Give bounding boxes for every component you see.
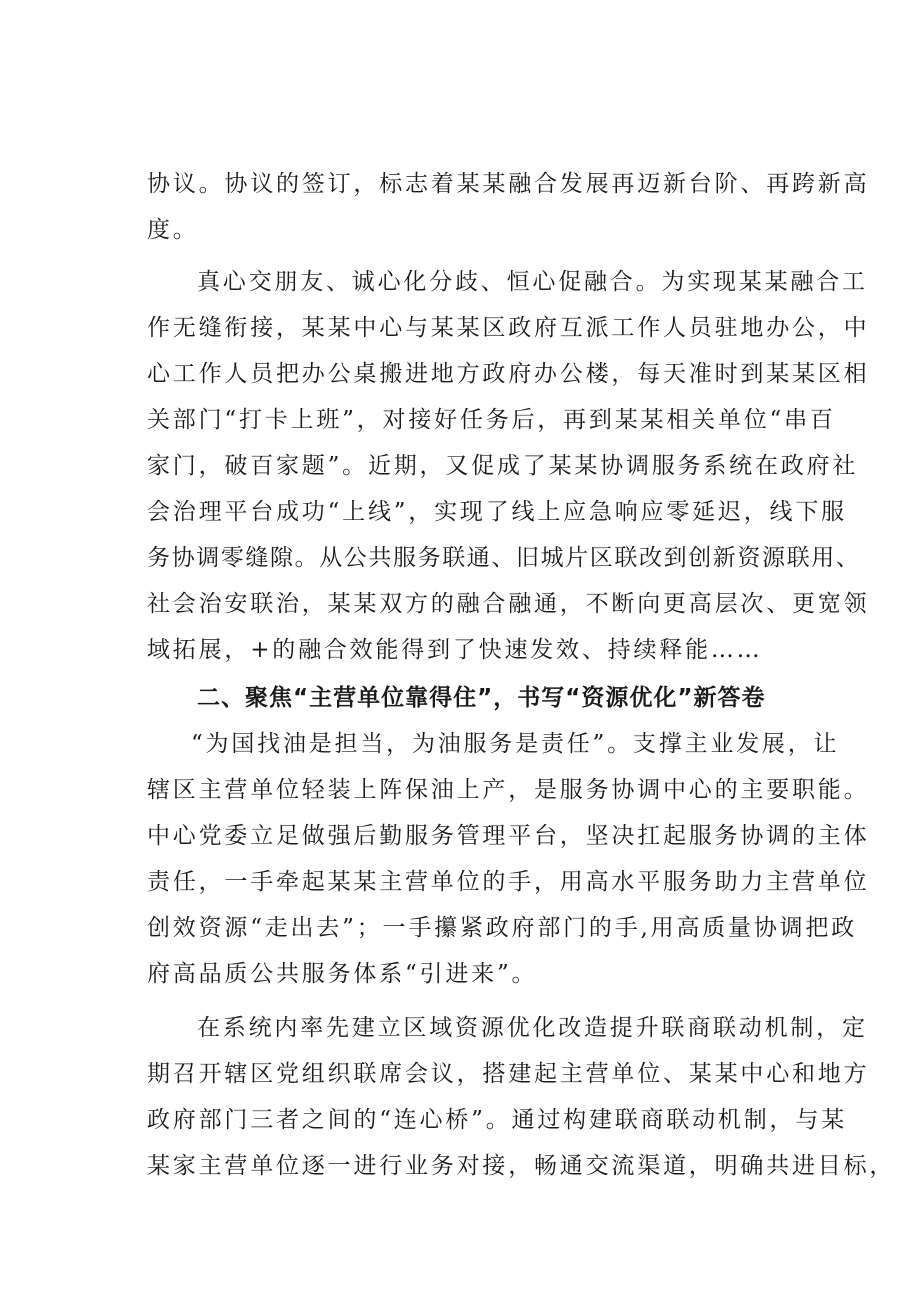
- document-body: [147, 161, 896, 1189]
- paragraph-line: 会治理平台成功“上线”，实现了线上应急响应零延迟，线下服: [147, 499, 847, 525]
- paragraph-line: 府高品质公共服务体系“引进来”。: [147, 961, 538, 987]
- paragraph-line: “为国找油是担当，为油服务是责任”。支撑主业发展，让: [191, 731, 840, 757]
- paragraph-line: 家门，破百家题”。近期，又促成了某某协调服务系统在政府社: [147, 453, 859, 479]
- paragraph-line: 辖区主营单位轻装上阵保油上产，是服务协调中心的主要职能。: [147, 777, 870, 803]
- paragraph-line: 关部门“打卡上班”，对接好任务后，再到某某相关单位“串百: [147, 407, 836, 433]
- paragraph-line: 作无缝衔接，某某中心与某某区政府互派工作人员驻地办公，中: [147, 315, 870, 341]
- paragraph: [147, 259, 870, 673]
- paragraph-line: 务协调零缝隙。从公共服务联通、旧城片区联改到创新资源联用、: [147, 545, 861, 571]
- section-heading: 二、聚焦“主营单位靠得住”，书写“资源优化”新答卷: [197, 685, 766, 711]
- paragraph-line: 期召开辖区党组织联席会议，搭建起主营单位、某某中心和地方: [147, 1061, 870, 1087]
- paragraph-line: 创效资源“走出去”；一手攥紧政府部门的手,用高质量协调把政: [147, 915, 858, 941]
- paragraph-line: 政府部门三者之间的“连心桥”。通过构建联商联动机制，与某: [147, 1107, 847, 1133]
- paragraph-line: 社会治安联治，某某双方的融合融通，不断向更高层次、更宽领: [147, 591, 870, 617]
- paragraph-line: 度。: [147, 217, 199, 243]
- paragraph: [147, 161, 870, 253]
- paragraph: [147, 721, 870, 997]
- paragraph-line: 域拓展，+的融合效能得到了快速发效、持续释能……: [147, 637, 763, 663]
- paragraph: [147, 1005, 896, 1189]
- paragraph-line: 心工作人员把办公桌搬进地方政府办公楼，每天准时到某某区相: [147, 361, 870, 387]
- paragraph-line: 某家主营单位逐一进行业务对接，畅通交流渠道，明确共进目标，: [147, 1153, 896, 1179]
- paragraph-line: 在系统内率先建立区域资源优化改造提升联商联动机制，定: [197, 1015, 868, 1041]
- paragraph-line: 中心党委立足做强后勤服务管理平台，坚决扛起服务协调的主体: [147, 823, 870, 849]
- paragraph-line: 协议。协议的签订，标志着某某融合发展再迈新台阶、再跨新高: [147, 171, 870, 197]
- paragraph-line: 责任，一手牵起某某主营单位的手，用高水平服务助力主营单位: [147, 869, 870, 895]
- paragraph-line: 真心交朋友、诚心化分歧、恒心促融合。为实现某某融合工: [197, 269, 868, 295]
